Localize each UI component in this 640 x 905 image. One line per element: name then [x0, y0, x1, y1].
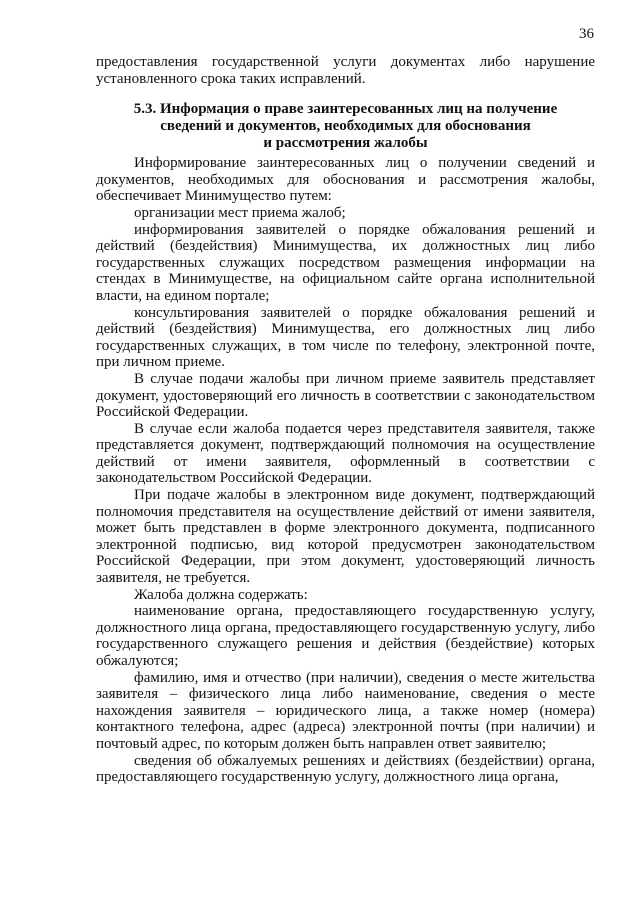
page-number: 36	[579, 26, 594, 42]
list-item: консультирования заявителей о порядке обжалования решений и действий (бездействия) Минимущества, его должностных лиц либо государственных служащих, в том числе по телефону, электронной почте, при личном приеме.	[96, 304, 595, 371]
body-paragraph: В случае если жалоба подается через представителя заявителя, также представляется документ, подтверждающий полномочия на осуществление действий от имени заявителя, оформленный в соответствии с законодательством Российской Федерации.	[96, 420, 595, 487]
list-item: наименование органа, предоставляющего государственную услугу, должностного лица органа, предоставляющего государственную услугу, либо государственного служащего решения и действия (бездействие) которых обжалуются;	[96, 603, 595, 669]
lead-paragraph: предоставления государственной услуги документах либо нарушение установленного срока таких исправлений.	[96, 54, 595, 87]
section-heading	[96, 101, 595, 152]
list-item: фамилию, имя и отчество (при наличии), сведения о месте жительства заявителя – физического лица либо наименование, сведения о месте нахождения заявителя – юридического лица, а также номер (номера) контактного телефона, адрес (адреса) электронной почты (при наличии) и почтовый адрес, по которым должен быть направлен ответ заявителю;	[96, 669, 595, 752]
body-paragraph: Жалоба должна содержать:	[134, 586, 308, 603]
body-paragraph: При подаче жалобы в электронном виде документ, подтверждающий полномочия представителя на осуществление действий от имени заявителя, может быть представлен в форме электронного документа, подписанного электронной подписью, вид которой предусмотрен законодательством Российской Федерации, при этом документ, удостоверяющий личность заявителя, не требуется.	[96, 487, 595, 587]
page-content	[96, 54, 595, 786]
list-item: сведения об обжалуемых решениях и действиях (бездействии) органа, предоставляющего государственную услугу, должностного лица органа,	[96, 752, 595, 786]
body-paragraph: В случае подачи жалобы при личном приеме заявитель представляет документ, удостоверяющий его личность в соответствии с законодательством Российской Федерации.	[96, 370, 595, 421]
body-paragraph: Информирование заинтересованных лиц о получении сведений и документов, необходимых для обоснования и рассмотрения жалобы, обеспечивает Минимущество путем:	[96, 155, 595, 205]
list-item: организации мест приема жалоб;	[134, 204, 346, 221]
section-heading-line: 5.3. Информация о праве заинтересованных лиц на получение	[133, 101, 558, 118]
section-heading-line: сведений и документов, необходимых для обоснования	[160, 118, 531, 135]
list-item: информирования заявителей о порядке обжалования решений и действий (бездействия) Минимущества, их должностных лиц либо государственных служащих посредством размещения информации на стендах в Минимуществе, на официальном сайте органа исполнительной власти, на едином портале;	[96, 221, 595, 304]
section-heading-line: и рассмотрения жалобы	[263, 135, 428, 152]
